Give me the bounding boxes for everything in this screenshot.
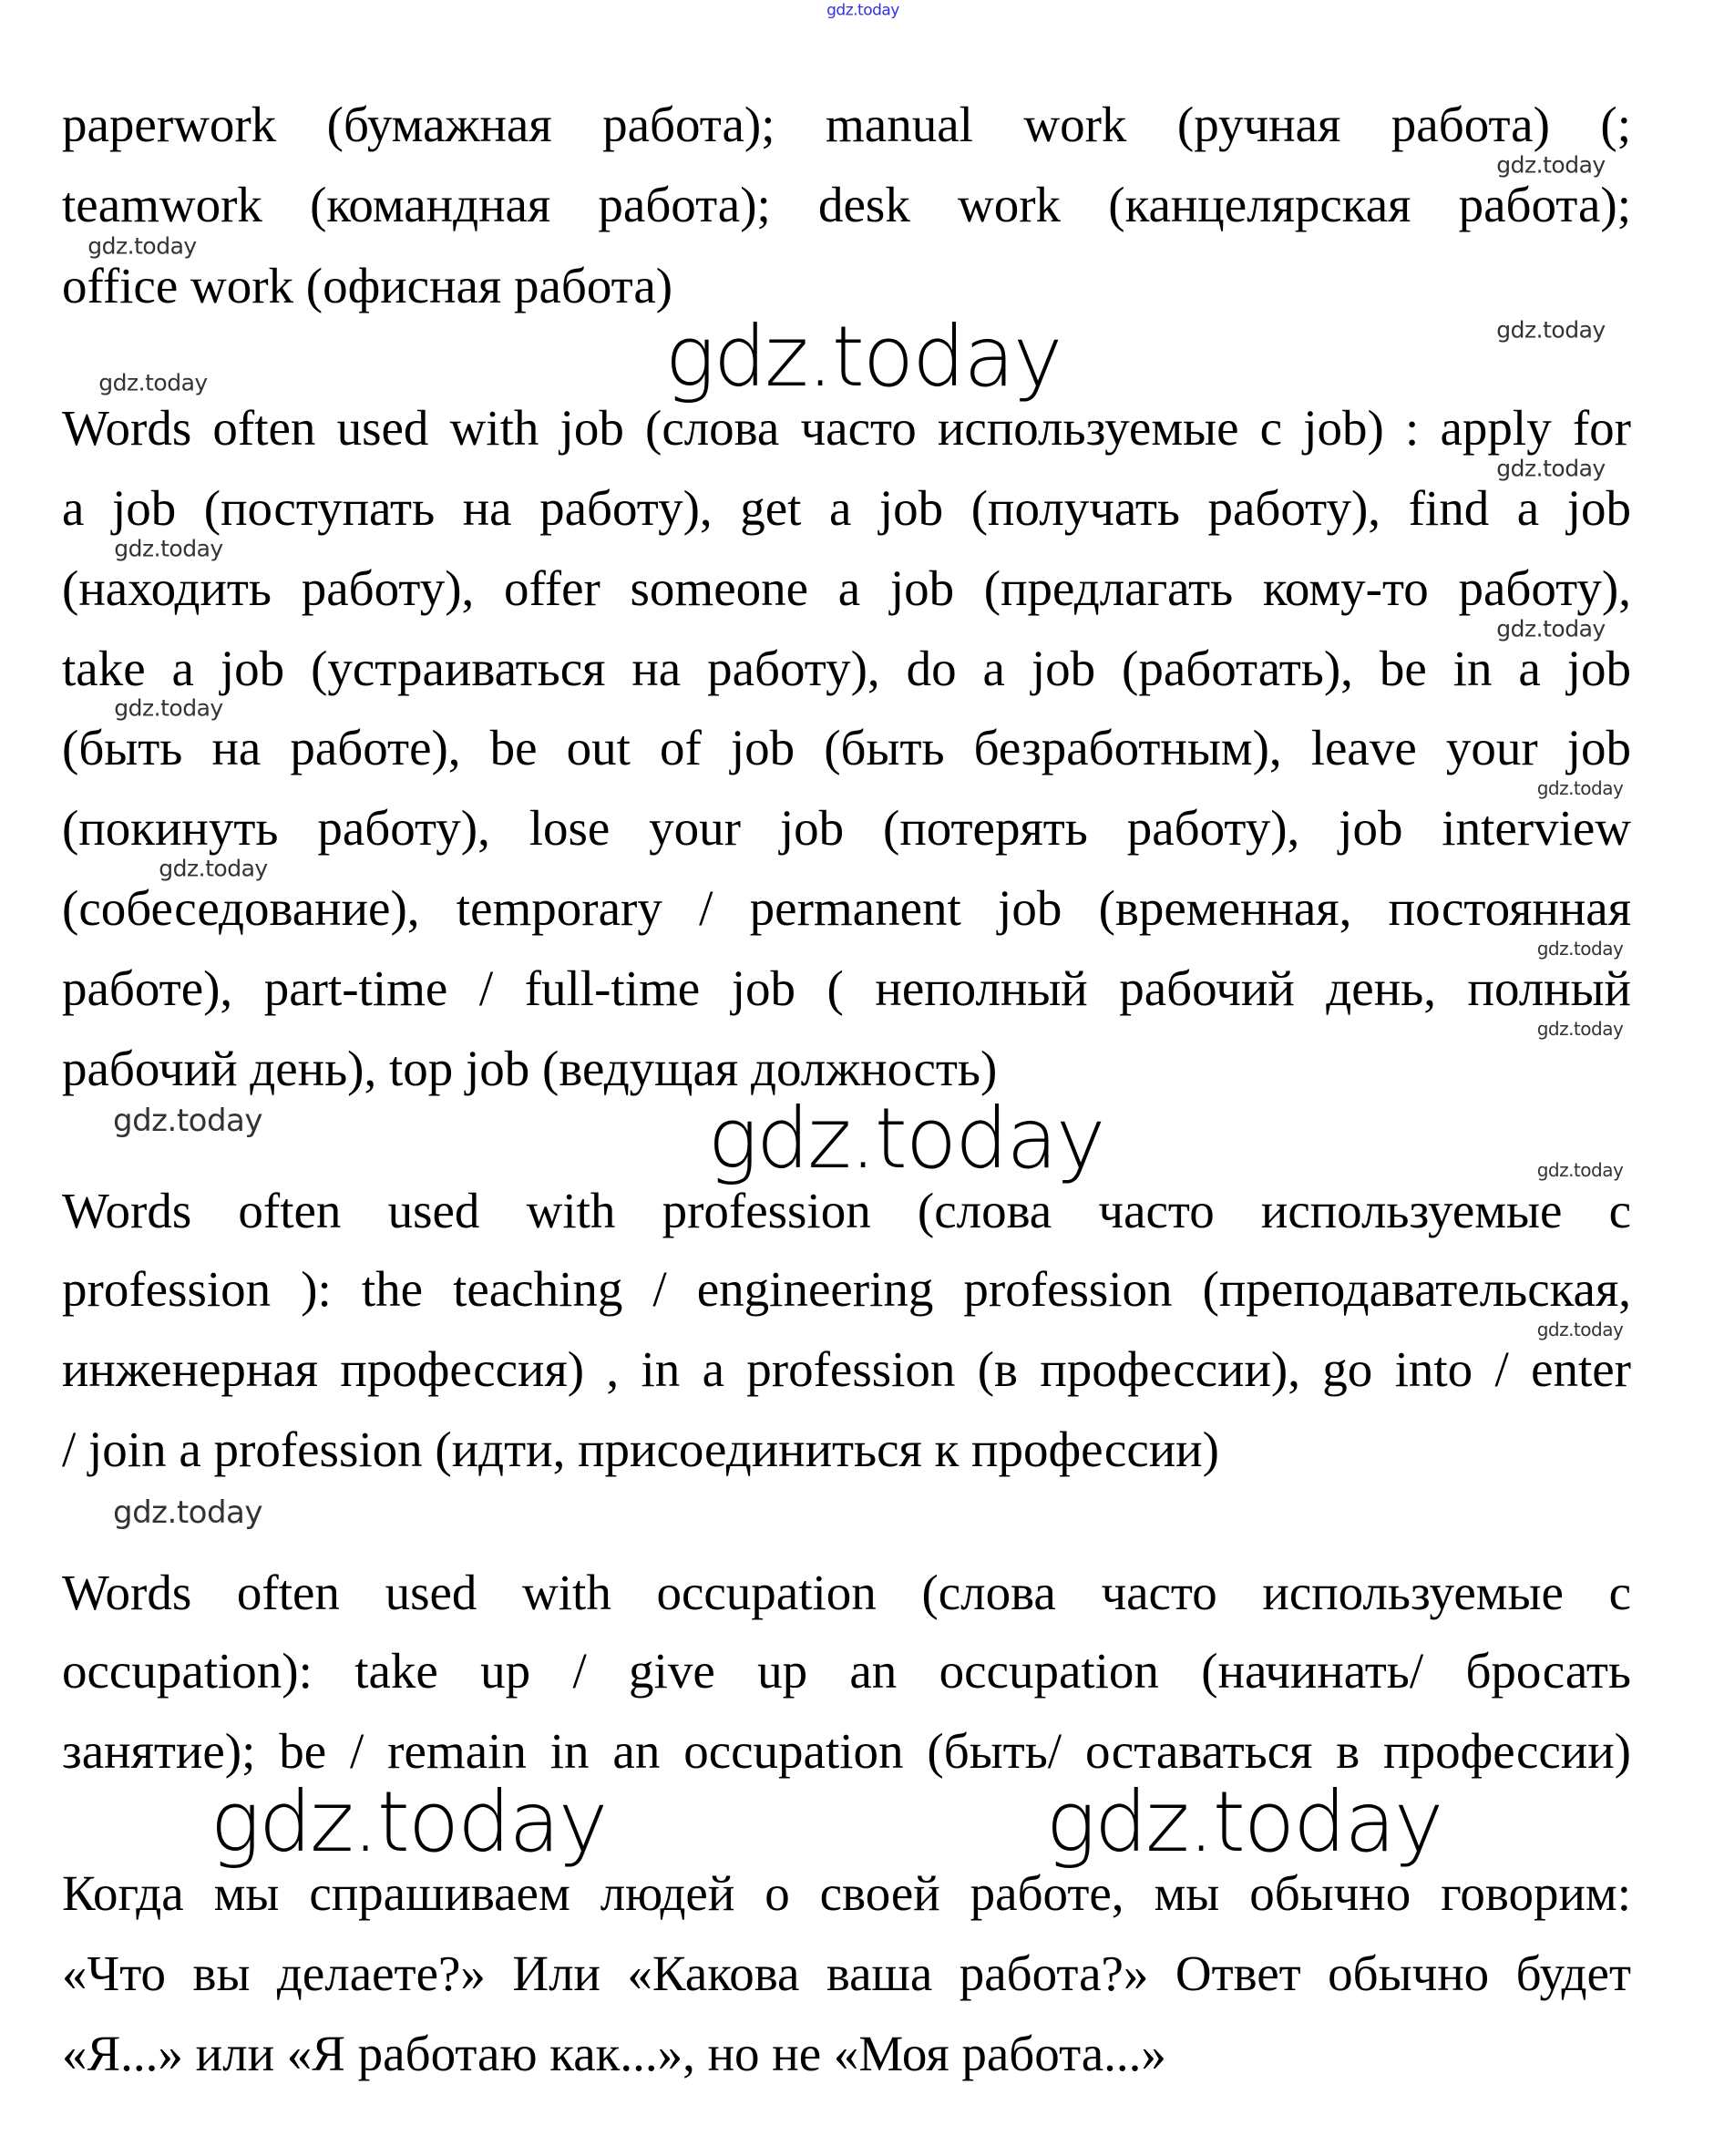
- text-line: рабочий день), top job (ведущая должность): [62, 1041, 998, 1096]
- text-line: «Что вы делаете?» Или «Какова ваша работа?» Ответ обычно будет: [62, 1946, 1631, 2001]
- watermark: gdz.today: [113, 1103, 262, 1139]
- text-line: office work (офисная работа): [62, 258, 673, 313]
- text-line: profession ): the teaching / engineering profession (преподавательская,: [62, 1261, 1631, 1317]
- watermark: gdz.today: [87, 232, 197, 260]
- watermark: gdz.today: [114, 694, 223, 722]
- text-line: работе), part-time / full-time job ( неполный рабочий день, полный: [62, 960, 1631, 1016]
- watermark: gdz.today: [1536, 938, 1624, 960]
- text-line: (собеседование), temporary / permanent job (временная, постоянная: [62, 880, 1631, 936]
- watermark-top: gdz.today: [826, 1, 899, 20]
- text-line: Words often used with occupation (слова часто используемые с: [62, 1565, 1631, 1620]
- watermark-large: gdz.today: [707, 1090, 1104, 1187]
- watermark: gdz.today: [1496, 455, 1606, 482]
- watermark-large: gdz.today: [1045, 1773, 1442, 1871]
- text-line: Words often used with job (слова часто используемые с job) : apply for: [62, 400, 1631, 456]
- text-line: (находить работу), offer someone a job (предлагать кому-то работу),: [62, 560, 1631, 616]
- watermark: gdz.today: [1496, 316, 1606, 344]
- watermark-large: gdz.today: [664, 308, 1062, 406]
- watermark: gdz.today: [1536, 1018, 1624, 1040]
- watermark-large: gdz.today: [210, 1773, 607, 1871]
- text-line: «Я...» или «Я работаю как...», но не «Моя работа...»: [62, 2026, 1166, 2081]
- watermark: gdz.today: [1496, 151, 1606, 179]
- text-line: Words often used with profession (слова часто используемые с: [62, 1183, 1631, 1238]
- text-line: (покинуть работу), lose your job (потерять работу), job interview: [62, 800, 1631, 856]
- text-line: инженерная профессия) , in a profession (в профессии), go into / enter: [62, 1341, 1631, 1397]
- watermark: gdz.today: [113, 1494, 262, 1531]
- watermark: gdz.today: [98, 369, 208, 396]
- text-line: teamwork (командная работа); desk work (канцелярская работа);: [62, 177, 1631, 232]
- text-line: Когда мы спрашиваем людей о своей работе, мы обычно говорим:: [62, 1865, 1631, 1921]
- watermark: gdz.today: [114, 535, 223, 562]
- text-line: occupation): take up / give up an occupation (начинать/ бросать: [62, 1643, 1631, 1699]
- text-line: / join a profession (идти, присоединиться к профессии): [62, 1422, 1219, 1477]
- watermark: gdz.today: [1496, 615, 1606, 642]
- text-line: занятие); be / remain in an occupation (быть/ оставаться в профессии): [62, 1723, 1631, 1779]
- watermark: gdz.today: [1536, 1319, 1624, 1340]
- text-line: a job (поступать на работу), get a job (получать работу), find a job: [62, 480, 1631, 536]
- text-line: (быть на работе), be out of job (быть безработным), leave your job: [62, 720, 1631, 775]
- watermark: gdz.today: [159, 855, 268, 882]
- text-line: paperwork (бумажная работа); manual work (ручная работа) (;: [62, 97, 1631, 152]
- text-line: take a job (устраиваться на работу), do a job (работать), be in a job: [62, 641, 1631, 696]
- watermark: gdz.today: [1536, 1159, 1624, 1181]
- watermark: gdz.today: [1536, 777, 1624, 799]
